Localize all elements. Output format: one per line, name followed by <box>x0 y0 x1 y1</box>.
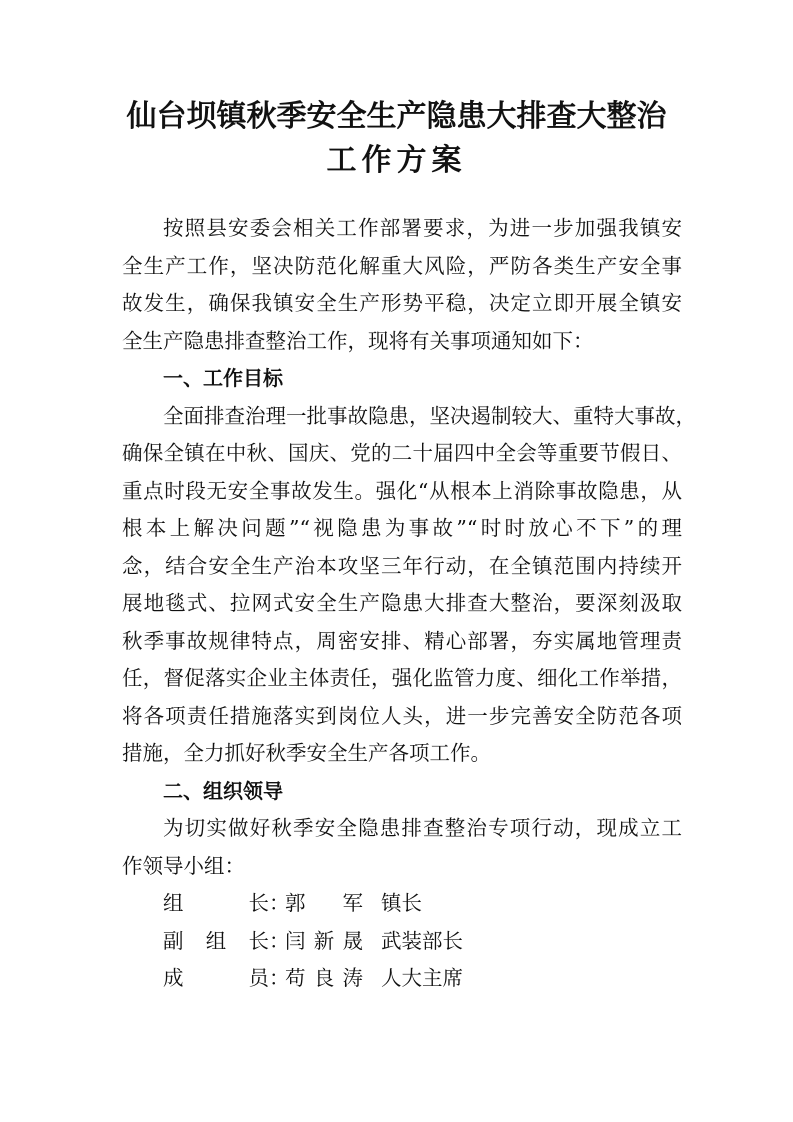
member-role: 副组长 <box>163 928 269 953</box>
paragraph-line: 将各项责任措施落实到岗位人头，进一步完善安全防范各项 <box>122 703 682 728</box>
paragraph-line: 念，结合安全生产治本攻坚三年行动，在全镇范围内持续开 <box>122 553 682 578</box>
paragraph-line: 根本上解决问题”“视隐患为事故”“时时放心不下”的理 <box>122 516 682 540</box>
paragraph-line: 故发生，确保我镇安全生产形势平稳，决定立即开展全镇安 <box>122 291 682 315</box>
member-name: 闫新晟 <box>285 928 363 953</box>
member-role: 成员 <box>163 966 269 990</box>
document-title: 仙台坝镇秋季安全生产隐患大排查大整治 <box>126 99 667 134</box>
paragraph-line: 任，督促落实企业主体责任，强化监管力度、细化工作举措， <box>122 666 682 690</box>
member-colon: ： <box>269 966 290 990</box>
paragraph-line: 全生产隐患排查整治工作，现将有关事项通知如下： <box>122 328 594 353</box>
document-body <box>122 210 696 998</box>
paragraph-line: 措施，全力抓好秋季安全生产各项工作。 <box>122 741 491 765</box>
paragraph-line: 确保全镇在中秋、国庆、党的二十届四中全会等重要节假日、 <box>122 441 682 465</box>
member-name: 郭军 <box>285 891 363 915</box>
section-heading-organization: 二、组织领导 <box>163 778 283 803</box>
member-name: 苟良涛 <box>285 966 363 990</box>
paragraph-line: 秋季事故规律特点，周密安排、精心部署，夯实属地管理责 <box>122 628 682 653</box>
paragraph-line: 展地毯式、拉网式安全生产隐患大排查大整治，要深刻汲取 <box>122 591 682 615</box>
deputy-leader-row <box>122 923 682 961</box>
section-heading-goals: 一、工作目标 <box>163 366 283 390</box>
member-position: 人大主席 <box>381 966 463 990</box>
leader-row <box>122 885 682 923</box>
paragraph-line: 按照县安委会相关工作部署要求，为进一步加强我镇安 <box>163 216 682 240</box>
member-position: 镇长 <box>381 891 422 915</box>
paragraph-line: 全生产工作，坚决防范化解重大风险，严防各类生产安全事 <box>122 253 682 278</box>
paragraph-line: 重点时段无安全事故发生。强化“从根本上消除事故隐患，从 <box>122 478 682 503</box>
paragraph-line: 作领导小组： <box>122 853 245 878</box>
member-role: 组长 <box>163 891 269 915</box>
member-colon: ： <box>269 891 290 915</box>
paragraph-line: 全面排查治理一批事故隐患，坚决遏制较大、重特大事故， <box>163 403 696 428</box>
member-colon: ： <box>269 928 290 953</box>
member-row <box>122 960 682 998</box>
document-subtitle: 工作方案 <box>326 143 467 178</box>
paragraph-line: 为切实做好秋季安全隐患排查整治专项行动，现成立工 <box>163 816 682 840</box>
member-position: 武装部长 <box>381 928 463 953</box>
